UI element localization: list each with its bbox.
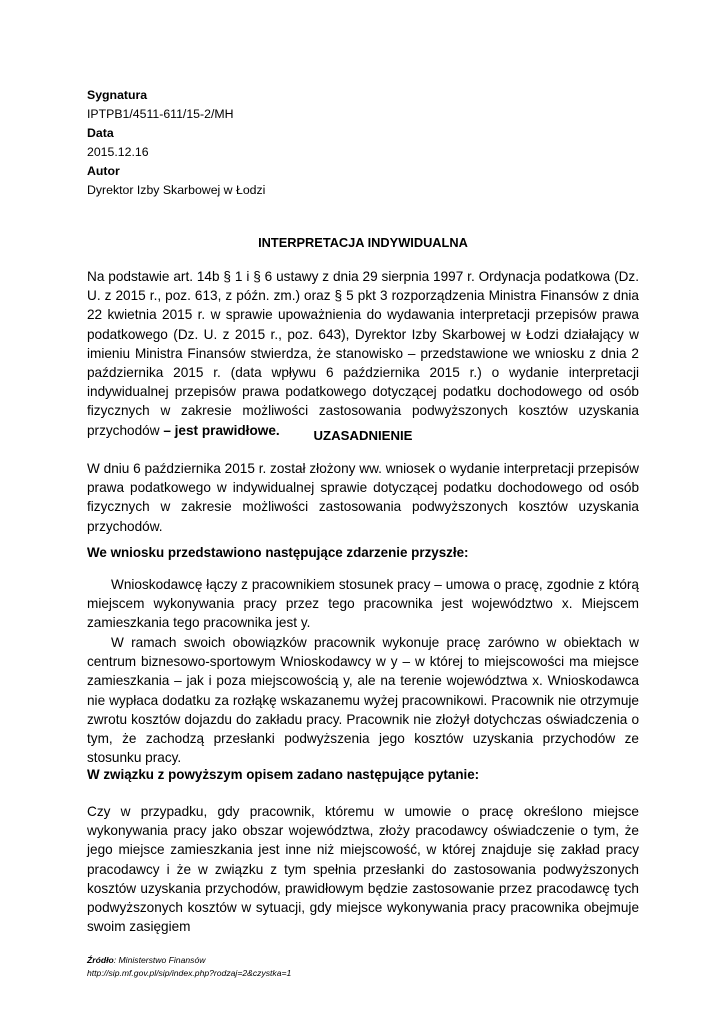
intro-paragraph	[87, 267, 639, 440]
source-line	[87, 954, 291, 967]
pytanie-heading: W związku z powyższym opisem zadano następujące pytanie:	[87, 767, 480, 782]
zdarzenie-paragraph-1: Wnioskodawcę łączy z pracownikiem stosunek pracy – umowa o pracę, zgodnie z którą miejscem wykonywania pracy przez tego pracownika jest województwo x. Miejscem zamieszkania tego pracownika jest y.	[87, 577, 639, 631]
intro-text: Na podstawie art. 14b § 1 i § 6 ustawy z dnia 29 sierpnia 1997 r. Ordynacja podatkowa (Dz. U. z 2015 r., poz. 613, z późn. zm.) oraz § 5 pkt 3 rozporządzenia Ministra Finansów z dnia 22 kwietnia 2015 r. w sprawie upoważnienia do wydawania interpretacji przepisów prawa podatkowego (Dz. U. z 2015 r., poz. 643), Dyrektor Izby Skarbowej w Łodzi działający w imieniu Ministra Finansów stwierdza, że stanowisko – przedstawione we wniosku z dnia 2 października 2015 r. (data wpływu 6 października 2015 r.) o wydanie interpretacji indywidualnej przepisów prawa podatkowego dotyczącej podatku dochodowego od osób fizycznych w zakresie możliwości zastosowania podwyższonych kosztów uzyskania przychodów	[87, 269, 639, 438]
uzasadnienie-paragraph: W dniu 6 października 2015 r. został złożony ww. wniosek o wydanie interpretacji przepisów prawa podatkowego w indywidualnej sprawie dotyczącej podatku dochodowego od osób fizycznych w zakresie możliwości zastosowania podwyższonych kosztów uzyskania przychodów.	[87, 461, 639, 534]
uzasadnienie-heading: UZASADNIENIE	[313, 428, 413, 443]
document-footer	[87, 954, 291, 979]
zdarzenie-paragraph-2: W ramach swoich obowiązków pracownik wykonuje pracę zarówno w obiektach w centrum biznesowo-sportowym Wnioskodawcy w y – w której to miejscowości ma miejsce zamieszkania – jak i poza miejscowością y, ale na terenie województwa x. Wnioskodawca nie wypłaca dodatku za rozłąkę wskazanemu wyżej pracownikowi. Pracownik nie otrzymuje zwrotu kosztów dojazdu do zakładu pracy. Pracownik nie złożył dotychczas oświadczenia o tym, że zachodzą przesłanki podwyższenia jego kosztów uzyskania przychodów ze stosunku pracy.	[87, 635, 639, 766]
source-label: Źródło	[87, 955, 114, 965]
signature-value: IPTPB1/4511-611/15-2/MH	[87, 107, 234, 121]
author-label: Autor	[87, 164, 120, 178]
intro-verdict: – jest prawidłowe.	[159, 422, 280, 438]
date-label: Data	[87, 126, 114, 140]
pytanie-paragraph: Czy w przypadku, gdy pracownik, któremu w umowie o pracę określono miejsce wykonywania pracy jako obszar województwa, złoży pracodawcy oświadczenie o tym, że jego miejsce zamieszkania jest inne niż miejscowość, w której znajduje się zakład pracy pracodawcy i że w związku z tym spełnia przesłanki do zastosowania podwyższonych kosztów uzyskania przychodów, prawidłowym będzie zastosowanie przez pracodawcę tych podwyższonych kosztów w sytuacji, gdy miejsce wykonywania pracy pracownika obejmuje swoim zasięgiem	[87, 804, 639, 935]
signature-label: Sygnatura	[87, 88, 148, 102]
document-title: INTERPRETACJA INDYWIDUALNA	[258, 235, 468, 250]
zdarzenie-heading: We wniosku przedstawiono następujące zdarzenie przyszłe:	[87, 545, 469, 560]
document-metadata	[87, 86, 265, 200]
source-url: http://sip.mf.gov.pl/sip/index.php?rodzaj=2&czystka=1	[87, 967, 292, 978]
source-value: : Ministerstwo Finansów	[113, 955, 206, 965]
date-value: 2015.12.16	[87, 145, 149, 159]
author-value: Dyrektor Izby Skarbowej w Łodzi	[87, 183, 266, 197]
